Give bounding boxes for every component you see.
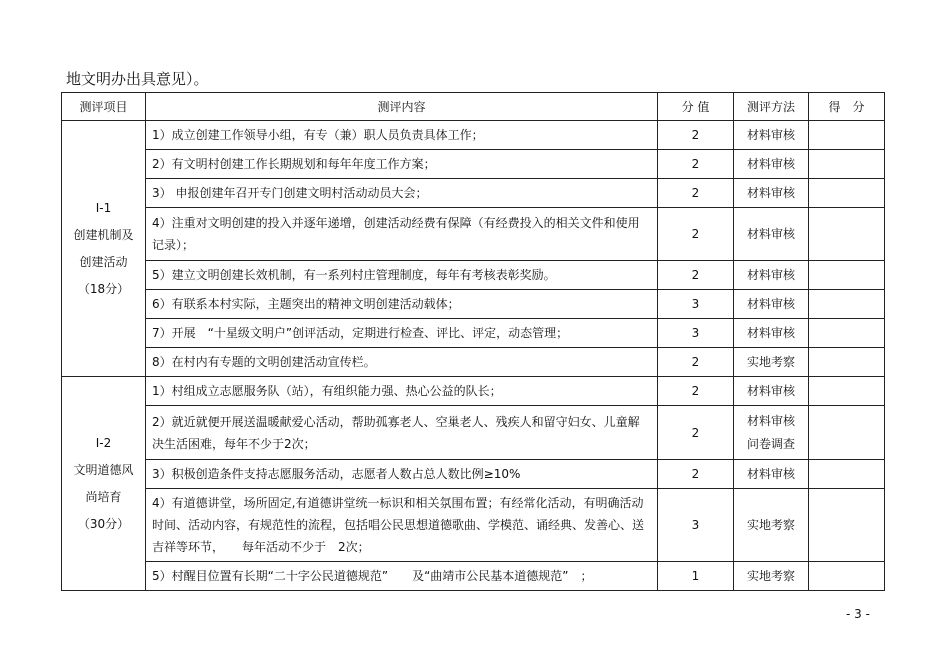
- method-text: 实地考察: [746, 354, 795, 369]
- method-text: 材料审核: [746, 296, 795, 311]
- content-cell: 2）有文明村创建工作长期规划和每年年度工作方案；: [146, 150, 658, 179]
- category-title-line: 创建机制及: [73, 227, 134, 242]
- result-cell: [809, 562, 885, 591]
- score-cell: 2: [658, 179, 734, 208]
- table-row: [62, 460, 885, 489]
- score-cell: 2: [658, 348, 734, 377]
- method-cell: [734, 319, 809, 348]
- content-cell: 1）村组成立志愿服务队（站），有组织能力强、热心公益的队长；: [146, 377, 658, 406]
- table-row: [62, 489, 885, 562]
- score-cell: 2: [658, 377, 734, 406]
- category-title-line: 创建活动: [79, 254, 128, 269]
- method-cell: [734, 290, 809, 319]
- header-content: 测评内容: [146, 93, 658, 121]
- content-cell: 5）村醒目位置有长期“二十字公民道德规范” 及“曲靖市公民基本道德规范” ；: [146, 562, 658, 591]
- result-cell: [809, 377, 885, 406]
- result-cell: [809, 348, 885, 377]
- method-text: 实地考察: [746, 517, 795, 532]
- method-text: 材料审核: [746, 156, 795, 171]
- method-cell: [734, 150, 809, 179]
- result-cell: [809, 319, 885, 348]
- result-cell: [809, 150, 885, 179]
- category-code: Ⅰ-2: [95, 435, 112, 450]
- method-cell: [734, 489, 809, 562]
- result-cell: [809, 290, 885, 319]
- table-row: [62, 406, 885, 460]
- content-cell: 4）有道德讲堂，场所固定,有道德讲堂统一标识和相关氛围布置；有经常化活动，有明确活动时间、活动内容，有规范性的流程，包括唱公民思想道德歌曲、学模范、诵经典、发善心、送吉祥等环节， 每年活动不少于 2次；: [146, 489, 658, 562]
- method-text: 材料审核: [746, 267, 795, 282]
- result-cell: [809, 406, 885, 460]
- result-cell: [809, 179, 885, 208]
- score-cell: 3: [658, 489, 734, 562]
- score-cell: 2: [658, 208, 734, 261]
- method-text: 材料审核: [746, 226, 795, 241]
- category-title-line: 尚培育: [85, 489, 122, 504]
- content-cell: 6）有联系本村实际，主题突出的精神文明创建活动载体；: [146, 290, 658, 319]
- content-cell: 1）成立创建工作领导小组，有专（兼）职人员负责具体工作；: [146, 121, 658, 150]
- table-row: [62, 179, 885, 208]
- score-cell: 3: [658, 319, 734, 348]
- page-number: - 3 -: [846, 607, 870, 621]
- category-points: （30分）: [77, 516, 130, 531]
- header-score: 分 值: [658, 93, 734, 121]
- table-row: [62, 348, 885, 377]
- method-cell: [734, 121, 809, 150]
- table-row: [62, 150, 885, 179]
- content-cell: 5）建立文明创建长效机制，有一系列村庄管理制度，每年有考核表彰奖励。: [146, 261, 658, 290]
- method-text: 问卷调查: [746, 436, 795, 451]
- score-cell: 1: [658, 562, 734, 591]
- method-text: 实地考察: [746, 568, 795, 583]
- intro-text: 地文明办出具意见）。: [66, 70, 209, 88]
- result-cell: [809, 121, 885, 150]
- content-cell: 4）注重对文明创建的投入并逐年递增，创建活动经费有保障（有经费投入的相关文件和使用记录）；: [146, 208, 658, 261]
- category-cell: [62, 377, 146, 591]
- method-text: 材料审核: [746, 413, 795, 428]
- result-cell: [809, 460, 885, 489]
- score-cell: 2: [658, 150, 734, 179]
- method-text: 材料审核: [746, 127, 795, 142]
- header-result: 得 分: [809, 93, 885, 121]
- score-cell: 2: [658, 261, 734, 290]
- method-text: 材料审核: [746, 466, 795, 481]
- score-cell: 2: [658, 121, 734, 150]
- result-cell: [809, 208, 885, 261]
- category-points: （18分）: [77, 281, 130, 296]
- category-title-line: 文明道德风: [73, 462, 134, 477]
- method-cell: [734, 562, 809, 591]
- method-text: 材料审核: [746, 325, 795, 340]
- result-cell: [809, 261, 885, 290]
- table-row: [62, 121, 885, 150]
- score-cell: 2: [658, 406, 734, 460]
- table-row: [62, 319, 885, 348]
- table-row: [62, 208, 885, 261]
- score-cell: 2: [658, 460, 734, 489]
- content-cell: 2）就近就便开展送温暖献爱心活动，帮助孤寡老人、空巢老人、残疾人和留守妇女、儿童解决生活困难，每年不少于2次；: [146, 406, 658, 460]
- table-header-row: [62, 93, 885, 121]
- table-row: [62, 562, 885, 591]
- method-cell: [734, 406, 809, 460]
- method-cell: [734, 208, 809, 261]
- table-row: [62, 261, 885, 290]
- category-code: Ⅰ-1: [95, 200, 112, 215]
- header-item: 测评项目: [62, 93, 146, 121]
- table-row: [62, 377, 885, 406]
- method-cell: [734, 179, 809, 208]
- evaluation-table: [61, 92, 885, 591]
- content-cell: 7）开展 “十星级文明户”创评活动，定期进行检查、评比、评定，动态管理；: [146, 319, 658, 348]
- score-cell: 3: [658, 290, 734, 319]
- header-method: 测评方法: [734, 93, 809, 121]
- content-cell: 3）积极创造条件支持志愿服务活动，志愿者人数占总人数比例≥10%: [146, 460, 658, 489]
- content-cell: 3） 申报创建年召开专门创建文明村活动动员大会；: [146, 179, 658, 208]
- result-cell: [809, 489, 885, 562]
- table-row: [62, 290, 885, 319]
- method-cell: [734, 460, 809, 489]
- content-cell: 8）在村内有专题的文明创建活动宣传栏。: [146, 348, 658, 377]
- method-cell: [734, 261, 809, 290]
- category-cell: [62, 121, 146, 377]
- method-cell: [734, 348, 809, 377]
- method-text: 材料审核: [746, 383, 795, 398]
- method-text: 材料审核: [746, 185, 795, 200]
- method-cell: [734, 377, 809, 406]
